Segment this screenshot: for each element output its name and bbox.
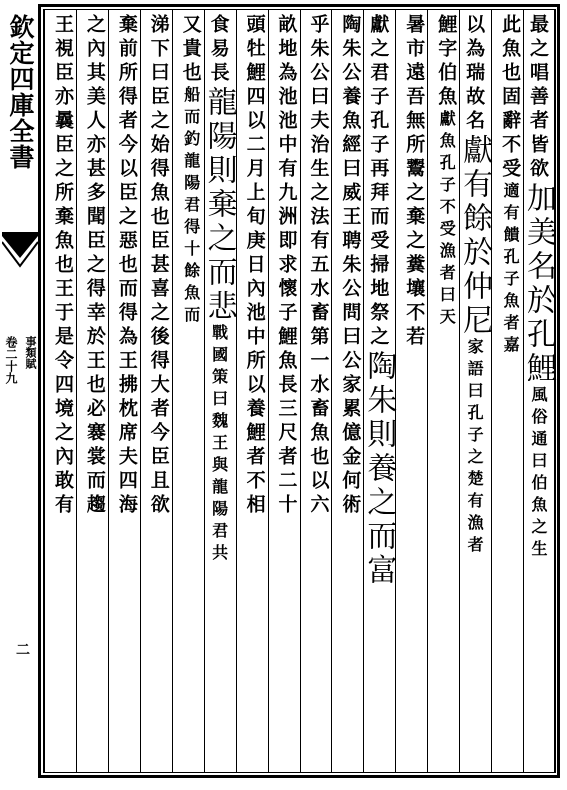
column-rule: [331, 9, 332, 773]
body-text: 陶朱公養魚經曰威王聘朱公問曰公家累億金何術: [339, 14, 362, 518]
fishtail-mark-icon: [2, 228, 38, 288]
body-text: 以為瑞故名: [463, 14, 486, 134]
text-column: [334, 14, 362, 772]
column-rule: [76, 9, 77, 773]
body-text: 家語曰孔子之楚有漁者: [465, 338, 485, 558]
body-text: 獻魚孔子不受漁者曰天: [437, 110, 457, 330]
text-column: [175, 14, 203, 772]
text-column: [457, 14, 493, 772]
column-rule: [427, 9, 428, 773]
column-rule: [172, 9, 173, 773]
body-text: 之內其美人亦甚多聞臣之得幸於王也必褰裳而趨: [83, 14, 106, 518]
body-text: 適有饋孔子魚者嘉: [501, 182, 521, 358]
column-rule: [491, 9, 492, 773]
body-text: 此魚也固辭不受: [499, 14, 522, 182]
body-text: 食易長: [207, 14, 230, 86]
margin-volume: 卷二十九: [4, 336, 18, 384]
text-column: [111, 14, 139, 772]
body-text: 頭牡鯉四以二月上旬庚日內池中所以養鯉者不相: [243, 14, 266, 518]
heading-text: 加美名於孔鯉: [521, 182, 556, 386]
text-column: [79, 14, 107, 772]
book-margin: [2, 6, 36, 784]
body-text: 最之唱善者皆欲: [527, 14, 549, 182]
column-rule: [44, 9, 45, 773]
body-text: 棄前所得者今以臣之惡也而得為王拂枕席夫四海: [115, 14, 138, 518]
text-column: [398, 14, 426, 772]
text-column: [47, 14, 75, 772]
text-column: [143, 14, 171, 772]
text-column: [521, 14, 556, 772]
column-rule: [300, 9, 301, 773]
heading-text: 龍陽則棄之而悲: [201, 86, 237, 324]
body-text: 暑市遠吾無所鬻之棄之糞壤不若: [403, 14, 426, 350]
body-text: 涕下曰臣之始得魚也臣甚喜之後得大者今臣且欲: [147, 14, 170, 518]
text-column: [303, 14, 331, 772]
text-column: [239, 14, 267, 772]
body-text: 畝地為池池中有九洲即求懷子鯉魚長三尺者二十: [275, 14, 298, 518]
column-rule: [555, 9, 556, 773]
column-rule: [268, 9, 269, 773]
column-rule: [140, 9, 141, 773]
text-column: [430, 14, 458, 772]
text-column: [361, 14, 397, 772]
margin-category: 事類賦: [24, 336, 37, 369]
body-text: 乎朱公曰夫治生之法有五水畜第一水畜魚也以六: [307, 14, 330, 518]
heading-text: 陶朱則養之而富: [361, 350, 397, 588]
body-text: 戰國策曰魏王與龍陽君共: [209, 324, 229, 566]
text-column: [271, 14, 299, 772]
text-column: [201, 14, 237, 772]
margin-title: 欽定四庫全書: [6, 14, 35, 170]
text-column: [494, 14, 522, 772]
body-text: 王視臣亦曩臣之所棄魚也王于是令四境之內敢有: [51, 14, 74, 518]
body-text: 獻之君子孔子再拜而受掃地祭之: [367, 14, 390, 350]
margin-page-number: 二: [14, 642, 30, 656]
body-text: 船而釣龍陽君得十餘魚而: [181, 86, 201, 328]
body-text: 鯉字伯魚: [435, 14, 458, 110]
heading-text: 獻有餘於仲尼: [457, 134, 493, 338]
column-rule: [108, 9, 109, 773]
body-text: 風俗通曰伯魚之生: [529, 386, 548, 562]
body-text: 又貴也: [179, 14, 202, 86]
